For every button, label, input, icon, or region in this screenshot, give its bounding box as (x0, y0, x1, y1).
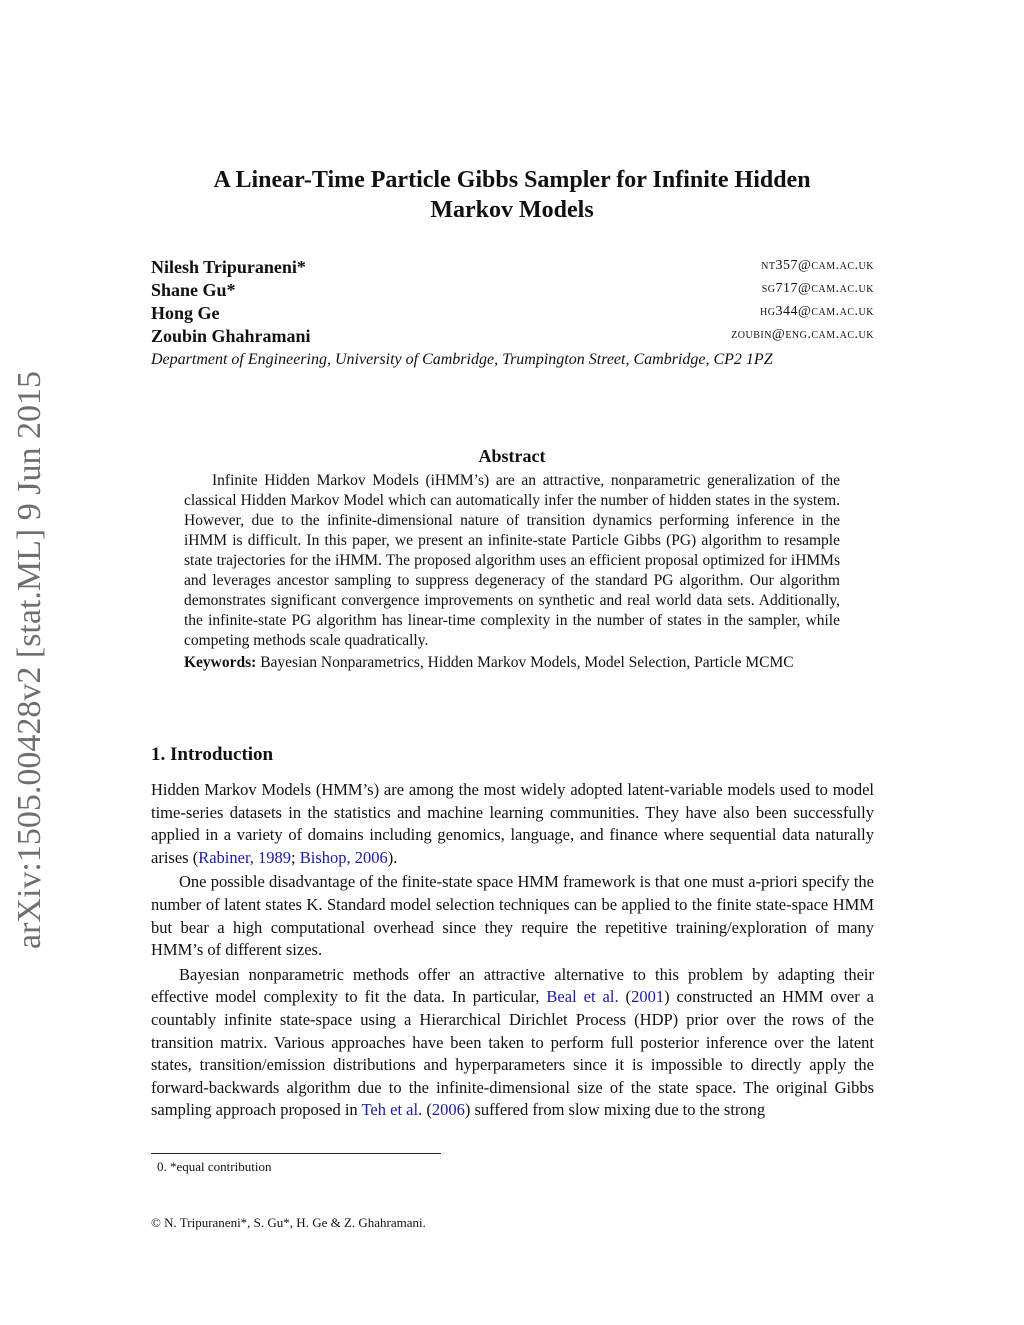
author-row (151, 257, 874, 280)
title-line-2: Markov Models (430, 197, 594, 223)
paragraph: One possible disadvantage of the finite-state space HMM framework is that one must a-priori specify the number of latent states K. Standard model selection techniques can be applied to the finite state-space HMM but bear a high computational overhead since they require the repetitive training/exploration of many HMM’s of different sizes. (151, 872, 874, 960)
footnote: 0. *equal contribution (157, 1159, 272, 1174)
paper-title (150, 165, 874, 225)
author-name: Nilesh Tripuraneni* (151, 257, 306, 277)
paragraph-text: ( (422, 1100, 432, 1120)
author-row (151, 303, 874, 326)
paragraph-text: ( (618, 987, 632, 1007)
arxiv-identifier: arXiv:1505.00428v2 [stat.ML] 9 Jun 2015 (11, 371, 48, 949)
citation-link[interactable]: Beal et al. (546, 987, 619, 1007)
paragraph-text: ) (464, 1100, 471, 1120)
paragraph-text: Bayesian nonparametric methods offer an attractive alternative to this problem by adapting their effective model complexity to fit the data. In particular, (151, 964, 874, 1007)
abstract-text: Infinite Hidden Markov Models (iHMM’s) are an attractive, nonparametric generalization of the classical Hidden Markov Model which can automatically infer the number of hidden states in the system. However, due to the infinite-dimensional nature of transition dynamics performing inference in the iHMM is difficult. In this paper, we present an infinite-state Particle Gibbs (PG) algorithm to resample state trajectories for the iHMM. The proposed algorithm uses an efficient proposal optimized for iHMMs and leverages ancestor sampling to suppress degeneracy of the standard PG algorithm. Our algorithm demonstrates significant convergence improvements on synthetic and real world data sets. Additionally, the infinite-state PG algorithm has linear-time complexity in the number of states in the sampler, while competing methods scale quadratically. (184, 472, 840, 649)
author-email[interactable]: zoubin@eng.cam.ac.uk (731, 327, 874, 342)
citation-link[interactable]: Rabiner, 1989 (198, 847, 292, 867)
citation-link[interactable]: 2001 (631, 987, 665, 1007)
paragraph-text: suffered from slow mixing due to the strong (470, 1100, 766, 1120)
abstract (184, 471, 840, 673)
author-row (151, 326, 874, 349)
copyright-notice: © N. Tripuraneni*, S. Gu*, H. Ge & Z. Ghahramani. (151, 1215, 426, 1230)
paragraph (151, 779, 874, 869)
paragraph-text: constructed an HMM over a countably infinite state-space using a Hierarchical Dirichlet Process (HDP) prior over the rows of the transition matrix. Various approaches have been taken to perform full posterior inference over the latent states, transition/emission distributions and hyperparameters since it is impossible to directly apply the forward-backwards algorithm due to the infinite-dimensional size of the state space. The original Gibbs sampling approach proposed in (151, 987, 875, 1120)
affiliation: Department of Engineering, University of Cambridge, Trumpington Street, Cambridge, CP2 1PZ (151, 351, 773, 368)
abstract-heading: Abstract (478, 446, 546, 466)
arxiv-side-stamp (0, 360, 60, 960)
author-email[interactable]: nt357@cam.ac.uk (761, 258, 874, 273)
paragraph-text: ) (664, 987, 670, 1007)
citation-link[interactable]: Bishop, 2006 (299, 847, 388, 867)
footnote-divider (151, 1153, 441, 1154)
author-block (151, 257, 874, 369)
citation-link[interactable]: 2006 (431, 1100, 465, 1120)
author-name: Zoubin Ghahramani (151, 326, 311, 346)
paragraph-text: ). (387, 847, 398, 867)
paragraph-text: Hidden Markov Models (HMM’s) are among the most widely adopted latent-variable models used to model time-series datasets in the statistics and machine learning communities. They have also been successfully applied in a variety of domains including genomics, language, and finance where sequential data naturally arises ( (151, 780, 874, 867)
citation-separator: ; (291, 847, 300, 867)
keywords-label: Keywords: (184, 654, 257, 671)
author-email[interactable]: hg344@cam.ac.uk (760, 304, 874, 319)
keywords-text: Bayesian Nonparametrics, Hidden Markov Models, Model Selection, Particle MCMC (260, 654, 794, 671)
introduction-body (151, 779, 874, 1122)
title-line-1: A Linear-Time Particle Gibbs Sampler for Infinite Hidden (213, 167, 811, 193)
keywords (184, 653, 840, 673)
author-name: Shane Gu* (151, 280, 236, 300)
paragraph (151, 964, 874, 1122)
section-heading-introduction: 1. Introduction (151, 744, 274, 765)
author-email[interactable]: sg717@cam.ac.uk (761, 281, 874, 296)
author-name: Hong Ge (151, 303, 220, 323)
citation-link[interactable]: Teh et al. (361, 1100, 423, 1120)
author-row (151, 280, 874, 303)
